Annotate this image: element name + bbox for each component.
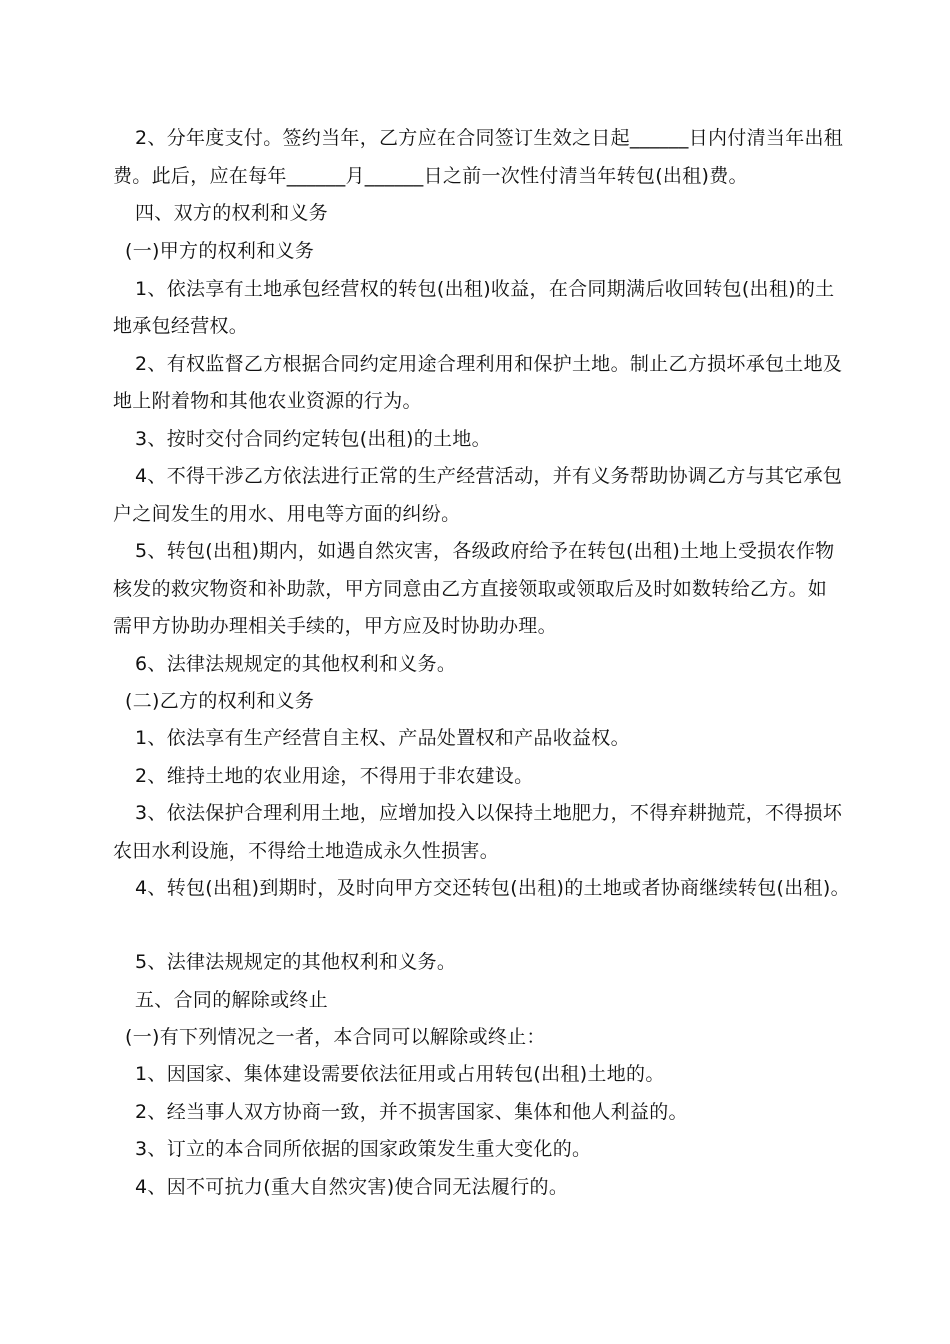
- text-line: 户之间发生的用水、用电等方面的纠纷。: [113, 503, 461, 525]
- section-heading: 四、双方的权利和义务: [135, 202, 329, 224]
- text-line: 费。此后，应在每年______月______日之前一次性付清当年转包(出租)费。: [113, 165, 748, 187]
- text-line: 2、有权监督乙方根据合同约定用途合理利用和保护土地。制止乙方损坏承包土地及: [135, 353, 843, 375]
- text-line: 1、依法享有生产经营自主权、产品处置权和产品收益权。: [135, 727, 630, 749]
- text-line: 6、法律法规规定的其他权利和义务。: [135, 653, 457, 675]
- text-line: 4、因不可抗力(重大自然灾害)使合同无法履行的。: [135, 1176, 569, 1198]
- text-line: 2、维持土地的农业用途，不得用于非农建设。: [135, 765, 534, 787]
- text-line: 需甲方协助办理相关手续的，甲方应及时协助办理。: [113, 615, 557, 637]
- text-line: 3、按时交付合同约定转包(出租)的土地。: [135, 428, 491, 450]
- text-line: 核发的救灾物资和补助款，甲方同意由乙方直接领取或领取后及时如数转给乙方。如: [113, 578, 828, 600]
- text-line: 4、不得干涉乙方依法进行正常的生产经营活动，并有义务帮助协调乙方与其它承包: [135, 465, 843, 487]
- text-line: 3、依法保护合理利用土地，应增加投入以保持土地肥力，不得弃耕抛荒，不得损坏: [135, 802, 843, 824]
- section-heading: 五、合同的解除或终止: [135, 989, 329, 1011]
- text-line: 1、因国家、集体建设需要依法征用或占用转包(出租)土地的。: [135, 1063, 665, 1085]
- text-line: 地上附着物和其他农业资源的行为。: [113, 390, 422, 412]
- text-line: 5、转包(出租)期内，如遇自然灾害，各级政府给予在转包(出租)土地上受损农作物: [135, 540, 835, 562]
- text-line: 3、订立的本合同所依据的国家政策发生重大变化的。: [135, 1138, 592, 1160]
- text-line: 2、分年度支付。签约当年，乙方应在合同签订生效之日起______日内付清当年出租: [135, 127, 844, 149]
- text-line: 4、转包(出租)到期时，及时向甲方交还转包(出租)的土地或者协商继续转包(出租)。: [135, 877, 850, 899]
- subsection-heading: (一)有下列情况之一者，本合同可以解除或终止：: [125, 1026, 546, 1048]
- text-line: 地承包经营权。: [113, 315, 249, 337]
- text-line: 1、依法享有土地承包经营权的转包(出租)收益，在合同期满后收回转包(出租)的土: [135, 278, 835, 300]
- text-line: 2、经当事人双方协商一致，并不损害国家、集体和他人利益的。: [135, 1101, 688, 1123]
- subsection-heading: (一)甲方的权利和义务: [125, 240, 315, 262]
- subsection-heading: (二)乙方的权利和义务: [125, 690, 315, 712]
- text-line: 农田水利设施，不得给土地造成永久性损害。: [113, 840, 500, 862]
- text-line: 5、法律法规规定的其他权利和义务。: [135, 951, 457, 973]
